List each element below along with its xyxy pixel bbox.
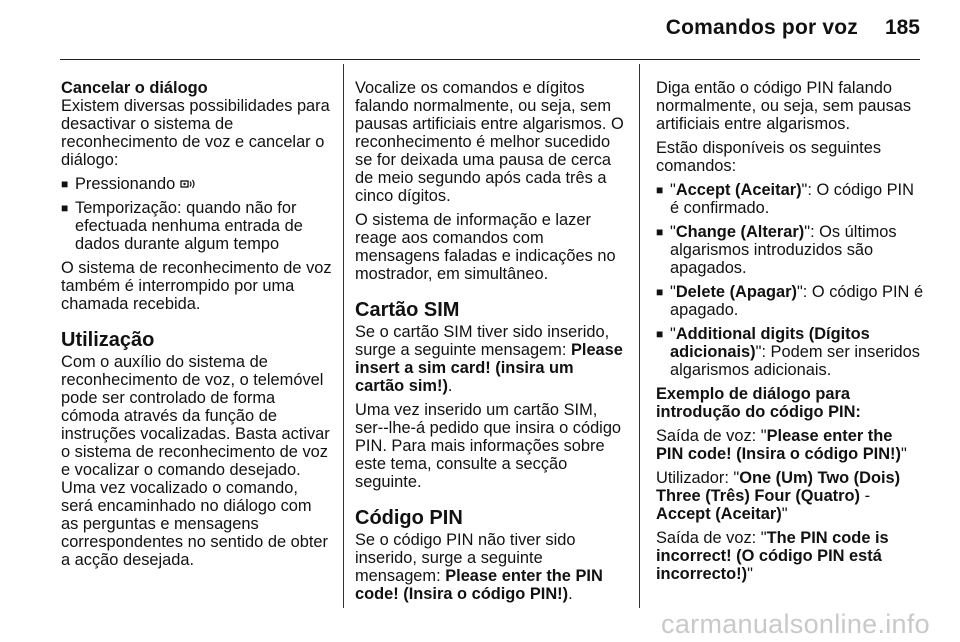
user-digits: One (Um) Two (Dois) Three (Três) Four (Quatro)	[656, 469, 901, 505]
user-separator: -	[864, 487, 871, 505]
sim-text-block: Se o cartão SIM tiver sido inserido, surge a seguinte mensagem: Please insert a sim card! (insira um cartão sim!).	[355, 323, 623, 395]
voice-talk-icon	[180, 178, 196, 190]
bullet-text: Pressionando	[75, 175, 176, 193]
command-desc: : O código PIN é apagado.	[670, 283, 924, 319]
list-item: ■ "Accept (Aceitar)": O código PIN é confirmado.	[656, 181, 914, 217]
square-bullet-icon: ■	[61, 177, 69, 191]
page-title: Comandos por voz	[665, 16, 858, 39]
cancel-intro: Existem diversas possibilidades para desactivar o sistema de reconhecimento de voz e cancelar o diálogo:	[61, 97, 330, 169]
paragraph: Vocalize os comandos e dígitos falando normalmente, ou seja, sem pausas artificiais entre algarismos. O reconhecimento é melhor sucedido se for deixada uma pausa de cerca de meio segundo após cada três a cinco dígitos.	[355, 79, 624, 205]
list-item: ■ "Additional digits (Dígitos adicionais)": Podem ser inseridos algarismos adicionais.	[656, 325, 920, 379]
square-bullet-icon: ■	[61, 201, 69, 215]
voice-output-message: Please enter the PIN code! (Insira o código PIN!)	[656, 427, 901, 463]
list-item: ■ "Change (Alterar)": Os últimos algarismos introduzidos são apagados.	[656, 223, 897, 277]
voice-output-line: Saída de voz: "The PIN code is incorrect! (O código PIN está incorrecto!)"	[656, 529, 889, 583]
page-number: 185	[884, 16, 920, 39]
column-2	[355, 79, 627, 609]
square-bullet-icon: ■	[656, 285, 664, 299]
pin-heading: Código PIN	[355, 507, 463, 529]
pin-text-block: Se o código PIN não tiver sido inserido, surge a seguinte mensagem: Please enter the PIN code! (Insira o código PIN!).	[355, 531, 603, 603]
paragraph: Uma vez inserido um cartão SIM, ser--lhe-á pedido que insira o código PIN. Para mais informações sobre este tema, consulte a secção seguinte.	[355, 401, 622, 491]
command-desc: : Podem ser inseridos algarismos adicionais.	[670, 343, 920, 379]
user-accept: Accept (Aceitar)	[656, 505, 782, 523]
pin-message: Please enter the PIN code! (Insira o código PIN!)	[355, 567, 603, 603]
user-label: Utilizador:	[656, 469, 729, 487]
command-name: Delete (Apagar)	[675, 283, 797, 301]
sim-heading: Cartão SIM	[355, 299, 460, 321]
square-bullet-icon: ■	[656, 327, 664, 341]
command-name: Change (Alterar)	[675, 223, 805, 241]
interrupt-text: O sistema de reconhecimento de voz também é interrompido por uma chamada recebida.	[61, 259, 332, 313]
voice-output-line: Saída de voz: "Please enter the PIN code! (Insira o código PIN!)"	[656, 427, 907, 463]
list-item	[61, 199, 333, 253]
voice-output-label: Saída de voz:	[656, 427, 757, 445]
command-name: Additional digits (Dígitos adicionais)	[670, 325, 870, 361]
usage-text: Com o auxílio do sistema de reconhecimento de voz, o telemóvel pode ser controlado de forma cómoda através da função de instruções vocalizadas. Basta activar o sistema de reconhecimento de voz e vocalizar o comando desejado. Uma vez vocalizado o comando, será encaminhado no diálogo com as perguntas e mensagens correspondentes no sentido de obter a acção desejada.	[61, 353, 330, 569]
pin-text: Se o código PIN não tiver sido inserido, surge a seguinte mensagem:	[355, 531, 576, 585]
voice-output-label: Saída de voz:	[656, 529, 757, 547]
command-list	[656, 181, 924, 379]
cancel-list	[61, 175, 333, 253]
watermark: carmanualsonline.info	[661, 609, 930, 639]
command-desc: : O código PIN é confirmado.	[670, 181, 914, 217]
voice-output-message: The PIN code is incorrect! (O código PIN está incorrecto!)	[656, 529, 889, 583]
command-name: Accept (Aceitar)	[675, 181, 802, 199]
list-item: ■ "Delete (Apagar)": O código PIN é apagado.	[656, 283, 924, 319]
square-bullet-icon: ■	[656, 183, 664, 197]
command-desc: : Os últimos algarismos introduzidos são apagados.	[670, 223, 897, 277]
user-line: Utilizador: "One (Um) Two (Dois) Three (Três) Four (Quatro) - Accept (Aceitar)"	[656, 469, 901, 523]
sim-text: Se o cartão SIM tiver sido inserido, surge a seguinte mensagem:	[355, 323, 610, 359]
column-divider	[639, 64, 640, 608]
list-item	[61, 175, 333, 193]
cancel-heading: Cancelar o diálogo	[61, 79, 208, 97]
header-rule	[60, 59, 920, 60]
sim-message: Please insert a sim card! (insira um cartão sim!)	[355, 341, 623, 395]
column-divider	[343, 64, 344, 608]
example-heading: Exemplo de diálogo para introdução do código PIN:	[656, 385, 861, 421]
paragraph: Estão disponíveis os seguintes comandos:	[656, 139, 882, 175]
column-3	[656, 79, 924, 589]
paragraph: O sistema de informação e lazer reage aos comandos com mensagens faladas e indicações no mostrador, em simultâneo.	[355, 211, 616, 283]
square-bullet-icon: ■	[656, 225, 664, 239]
page-header	[0, 0, 960, 50]
paragraph: Diga então o código PIN falando normalmente, ou seja, sem pausas artificiais entre algarismos.	[656, 79, 912, 133]
bullet-text: Temporização: quando não for efectuada nenhuma entrada de dados durante algum tempo	[75, 199, 303, 253]
usage-heading: Utilização	[61, 329, 155, 351]
column-1	[61, 79, 333, 575]
